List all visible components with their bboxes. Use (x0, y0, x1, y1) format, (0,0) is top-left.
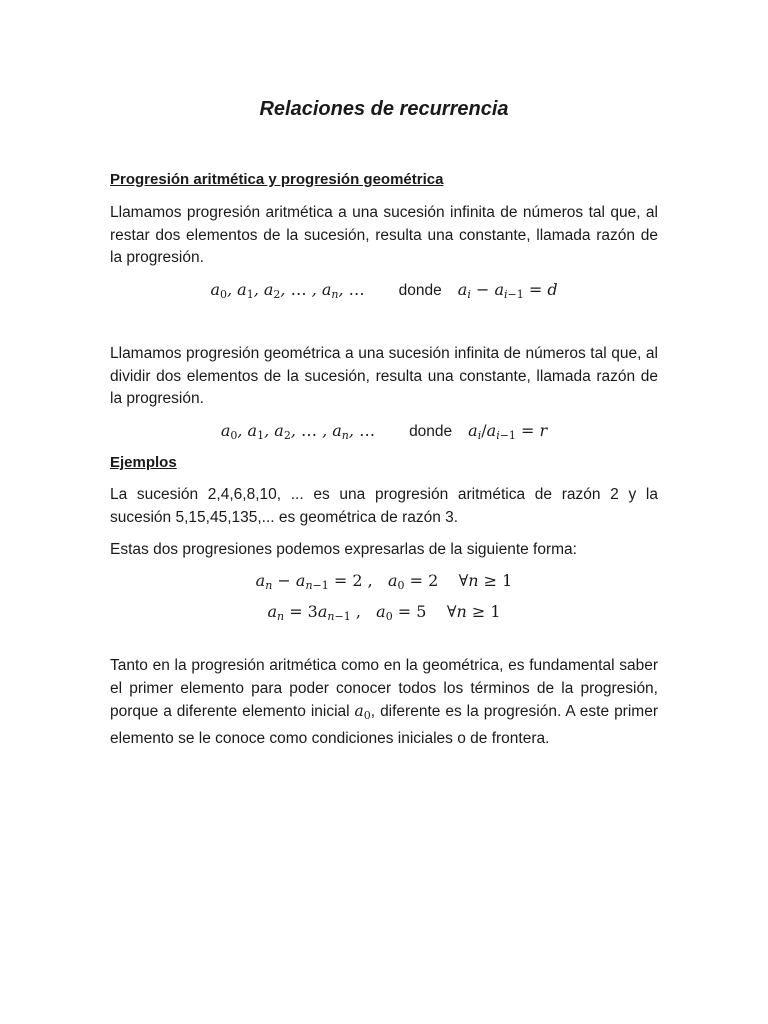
arithmetic-recurrence: $a_n - a_{n-1} = 2$ , $a_0 = 2$ ∀n ≥ 1 (255, 571, 513, 592)
geometric-where: donde (409, 423, 453, 440)
examples-paragraph-block (110, 484, 658, 529)
examples-section (110, 454, 658, 471)
geometric-condition: $a_i/a_{i-1} = r$ (468, 421, 548, 442)
arithmetic-formula (110, 279, 658, 306)
arithmetic-paragraph-block (110, 202, 658, 270)
arithmetic-sequence: $a_0$, $a_1$, $a_2$, … , $a_n$, … (210, 280, 365, 301)
initial-conditions-text (110, 655, 658, 750)
arithmetic-condition: $a_i - a_{i-1} = d$ (457, 280, 558, 301)
section-progressions (110, 171, 658, 188)
section-heading: Progresión aritmética y progresión geométrica (110, 171, 444, 188)
geometric-paragraph-block (110, 343, 658, 411)
expression-intro-block (110, 539, 658, 562)
expression-intro: Estas dos progresiones podemos expresarlas de la siguiente forma: (110, 541, 577, 558)
geometric-formula (110, 420, 658, 447)
page-title: Relaciones de recurrencia (259, 98, 509, 120)
initial-element-symbol: $a_0$ (354, 702, 371, 722)
geometric-recurrence: $a_n = 3a_{n-1}$ , $a_0 = 5$ ∀n ≥ 1 (267, 602, 501, 623)
geometric-sequence: $a_0$, $a_1$, $a_2$, … , $a_n$, … (220, 421, 376, 442)
initial-conditions-block (110, 655, 658, 750)
examples-heading: Ejemplos (110, 454, 177, 471)
arithmetic-where: donde (398, 282, 442, 299)
arithmetic-definition: Llamamos progresión aritmética a una sucesión infinita de números tal que, al restar dos elementos de la sucesión, resulta una constante, llamada razón de la progresión. (110, 204, 658, 266)
examples-text: La sucesión 2,4,6,8,10, ... es una progresión aritmética de razón 2 y la sucesión 5,15,45,135,... es geométrica de razón 3. (110, 486, 658, 526)
initial-conditions-start: Tanto en la progresión aritmética como en la geométrica, es fundamental saber el primer elemento para poder conocer todos los términos de la progresión, porque a diferente elemento inicial (110, 657, 658, 720)
initial-conditions-end: , diferente es la progresión. A este primer elemento se le conoce como condiciones iniciales o de frontera. (110, 703, 658, 747)
geometric-definition: Llamamos progresión geométrica a una sucesión infinita de números tal que, al dividir dos elementos de la sucesión, resulta una constante, llamada razón de la progresión. (110, 345, 658, 407)
